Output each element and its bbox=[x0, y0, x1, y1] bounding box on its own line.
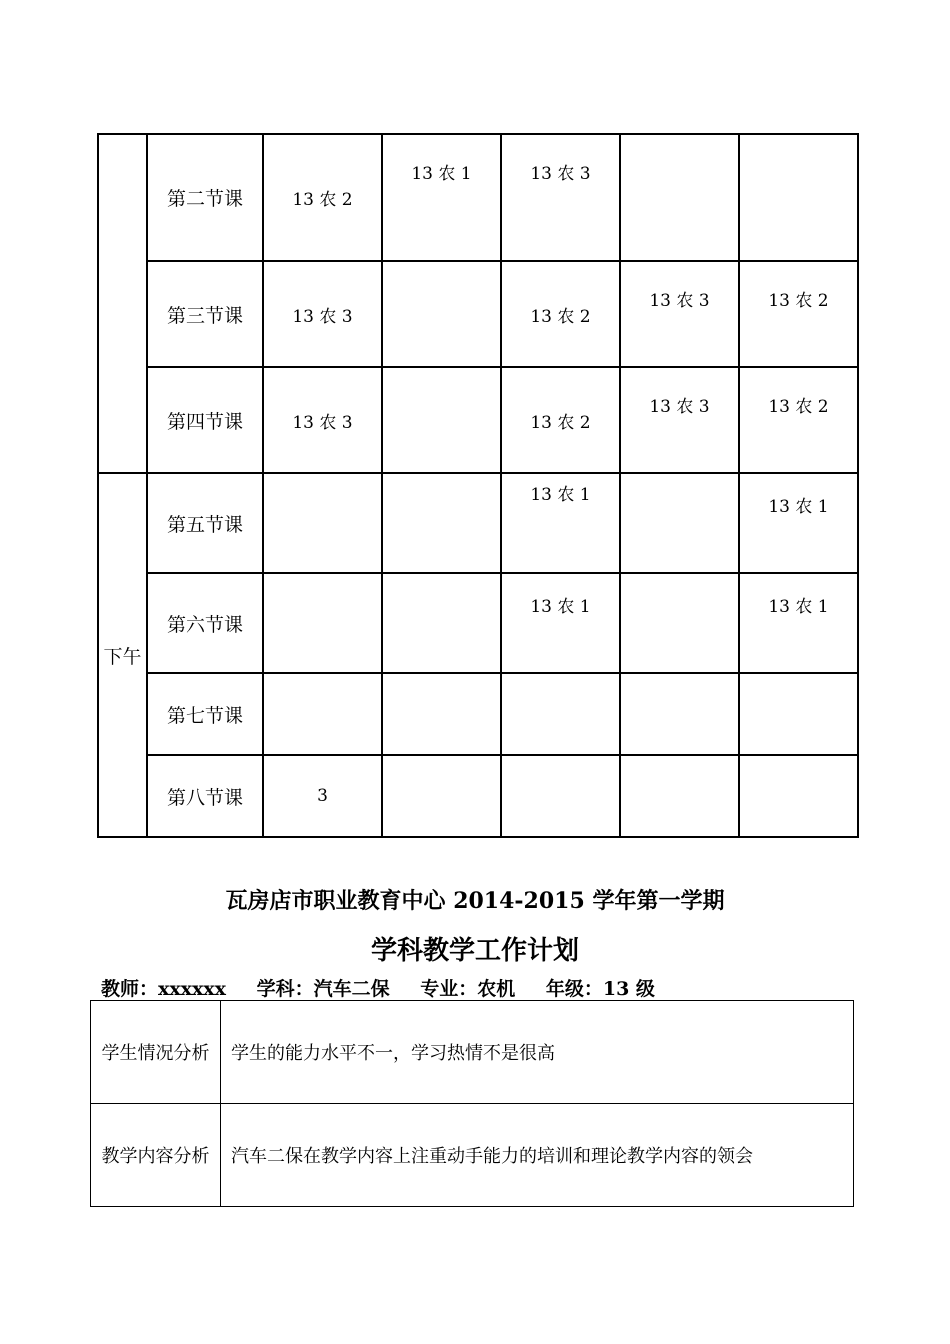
period-label: 第六节课 bbox=[147, 573, 263, 673]
class-cell: 13 农 2 bbox=[501, 367, 620, 473]
table-row bbox=[98, 673, 858, 755]
afternoon-label: 下午 bbox=[98, 473, 147, 837]
document-subtitle: 学科教学工作计划 bbox=[370, 936, 579, 966]
class-cell: 13 农 3 bbox=[620, 367, 739, 473]
row-content: 学生的能力水平不一，学习热情不是很高 bbox=[221, 1001, 854, 1104]
class-cell bbox=[501, 755, 620, 837]
class-cell: 13 农 3 bbox=[263, 261, 382, 367]
row-label: 学生情况分析 bbox=[91, 1001, 221, 1104]
class-cell bbox=[382, 261, 501, 367]
table-row bbox=[98, 134, 858, 261]
teacher-field: 教师：xxxxxx bbox=[101, 978, 226, 1000]
grade-field: 年级：13 级 bbox=[545, 978, 655, 1000]
timetable bbox=[97, 133, 859, 838]
class-cell bbox=[382, 673, 501, 755]
class-cell bbox=[382, 755, 501, 837]
class-cell bbox=[739, 673, 858, 755]
teaching-plan-table bbox=[90, 1000, 854, 1207]
period-label: 第五节课 bbox=[147, 473, 263, 573]
class-cell bbox=[263, 673, 382, 755]
class-cell: 13 农 2 bbox=[501, 261, 620, 367]
class-cell bbox=[620, 573, 739, 673]
class-cell: 3 bbox=[263, 755, 382, 837]
class-cell: 13 农 3 bbox=[263, 367, 382, 473]
class-cell bbox=[620, 755, 739, 837]
class-cell: 13 农 3 bbox=[620, 261, 739, 367]
class-cell: 13 农 1 bbox=[739, 573, 858, 673]
table-row bbox=[91, 1001, 854, 1104]
table-row bbox=[98, 473, 858, 573]
row-content: 汽车二保在教学内容上注重动手能力的培训和理论教学内容的领会 bbox=[221, 1104, 854, 1207]
table-row bbox=[98, 573, 858, 673]
row-label: 教学内容分析 bbox=[91, 1104, 221, 1207]
subject-field: 学科：汽车二保 bbox=[256, 978, 390, 1000]
period-label: 第八节课 bbox=[147, 755, 263, 837]
major-field: 专业：农机 bbox=[420, 978, 516, 1000]
table-row bbox=[98, 367, 858, 473]
class-cell: 13 农 2 bbox=[263, 134, 382, 261]
class-cell bbox=[382, 473, 501, 573]
period-label: 第四节课 bbox=[147, 367, 263, 473]
document-title: 瓦房店市职业教育中心 2014-2015 学年第一学期 bbox=[225, 888, 725, 914]
table-row bbox=[91, 1104, 854, 1207]
class-cell bbox=[263, 573, 382, 673]
morning-session-cell bbox=[98, 134, 147, 473]
class-cell: 13 农 1 bbox=[382, 134, 501, 261]
period-label: 第七节课 bbox=[147, 673, 263, 755]
class-cell: 13 农 1 bbox=[501, 473, 620, 573]
period-label: 第二节课 bbox=[147, 134, 263, 261]
class-cell bbox=[620, 134, 739, 261]
class-cell: 13 农 1 bbox=[501, 573, 620, 673]
class-cell bbox=[620, 673, 739, 755]
class-cell bbox=[620, 473, 739, 573]
class-cell bbox=[382, 573, 501, 673]
course-info bbox=[101, 974, 679, 1001]
class-cell bbox=[739, 134, 858, 261]
class-cell bbox=[263, 473, 382, 573]
class-cell: 13 农 2 bbox=[739, 367, 858, 473]
class-cell: 13 农 3 bbox=[501, 134, 620, 261]
class-cell bbox=[739, 755, 858, 837]
class-cell: 13 农 1 bbox=[739, 473, 858, 573]
class-cell bbox=[501, 673, 620, 755]
table-row bbox=[98, 755, 858, 837]
class-cell bbox=[382, 367, 501, 473]
class-cell: 13 农 2 bbox=[739, 261, 858, 367]
period-label: 第三节课 bbox=[147, 261, 263, 367]
table-row bbox=[98, 261, 858, 367]
